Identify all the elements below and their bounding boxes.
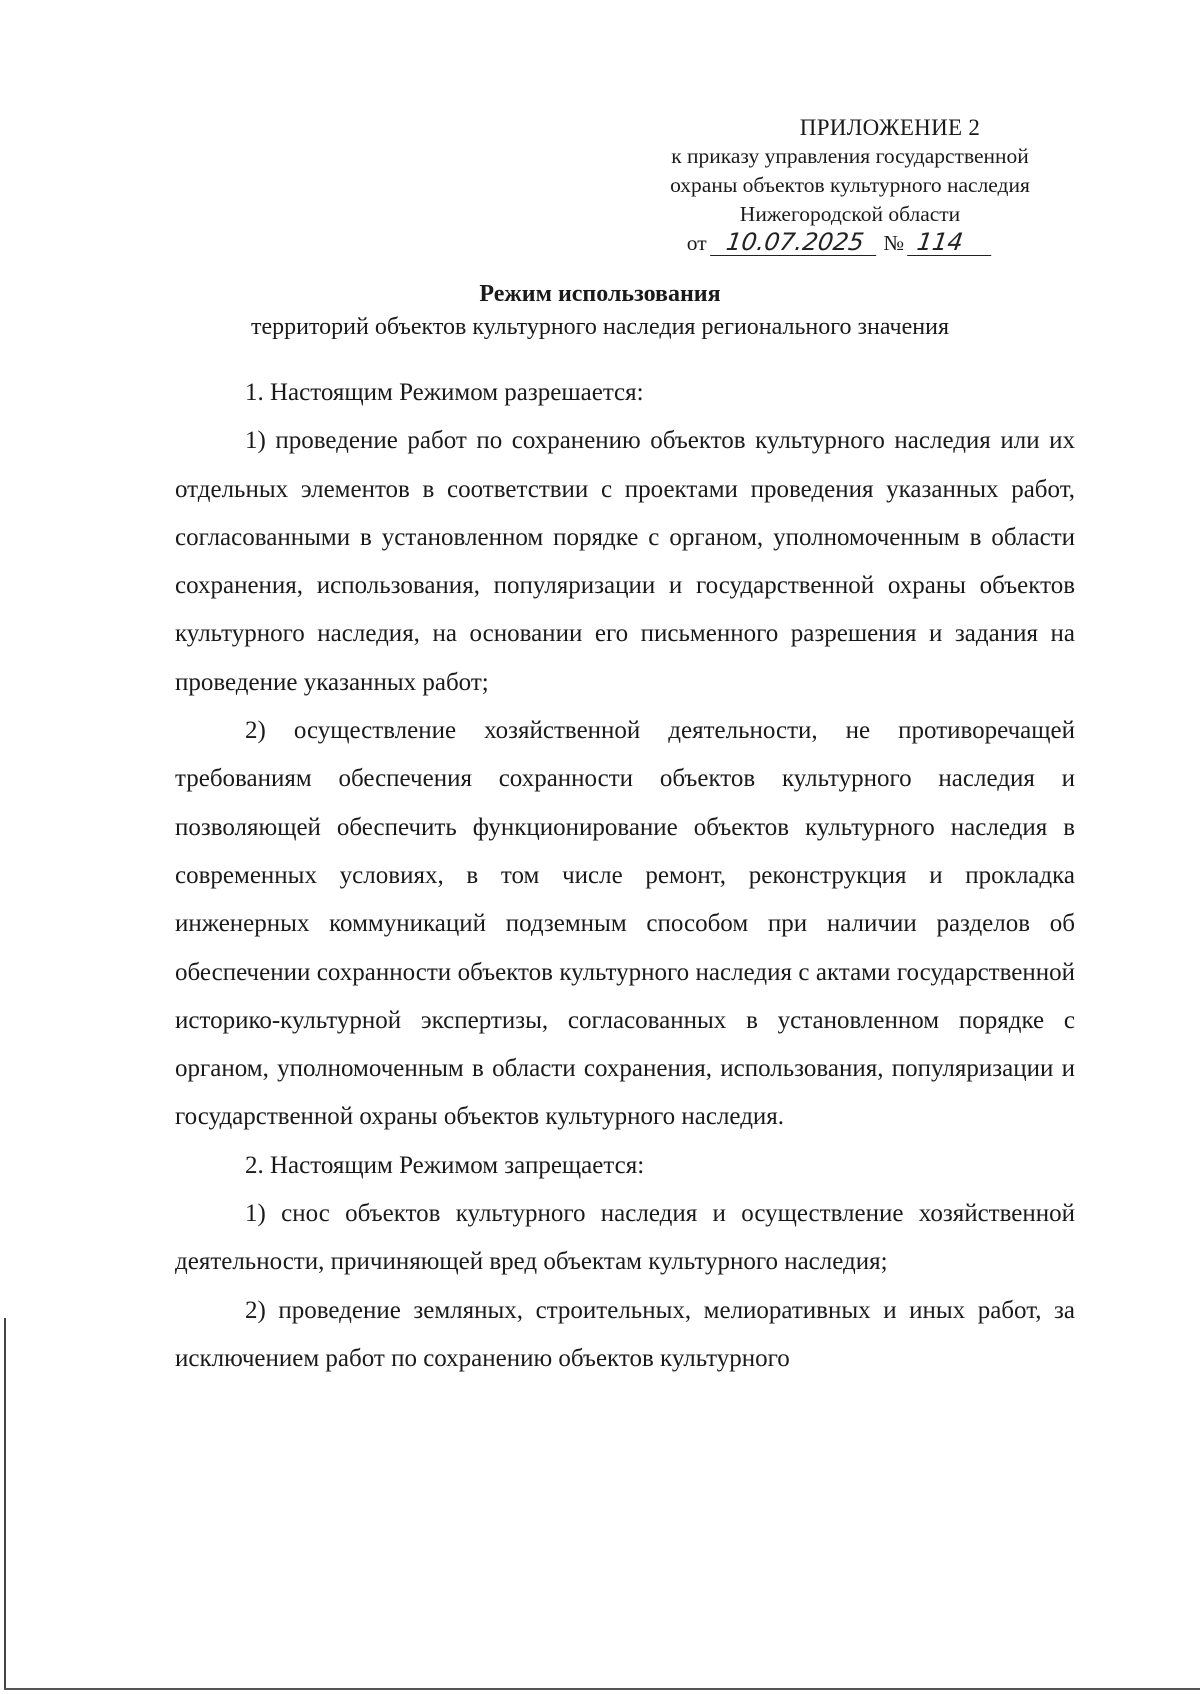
section-2-heading: 2. Настоящим Режимом запрещается: — [245, 1151, 645, 1179]
from-label: от — [686, 231, 707, 255]
order-number: 114 — [907, 229, 995, 256]
section-1-item-2: 2) осуществление хозяйственной деятельности, не противоречащей требованиям обеспечения сохранности объектов культурного наследия и позволяющей обеспечить функционирование объектов культурного наследия в современных условиях, в том числе ремонт, реконструкция и прокладка инженерных коммуникаций подземным способом при наличии разделов об обеспечении сохранности объектов культурного наследия с актами государственной историко-культурной экспертизы, согласованных в установленном порядке с органом, уполномоченным в области сохранения, использования, популяризации и государственной охраны объектов культурного наследия. — [175, 717, 1075, 1131]
section-1-item-1: 1) проведение работ по сохранению объектов культурного наследия или их отдельных элементов в соответствии с проектами проведения указанных работ, согласованными в установленном порядке с органом, уполномоченным в области сохранения, использования, популяризации и государственной охраны объектов культурного наследия, на основании его письменного разрешения и задания на проведение указанных работ; — [175, 427, 1075, 696]
scan-edge-left — [4, 1318, 6, 1690]
appendix-header — [600, 113, 1100, 258]
appendix-line-1: к приказу управления государственной — [671, 144, 1029, 168]
number-label: № — [883, 231, 904, 255]
appendix-line-3: Нижегородской области — [739, 202, 961, 226]
appendix-title: ПРИЛОЖЕНИЕ 2 — [799, 115, 981, 140]
document-subtitle: территорий объектов культурного наследия регионального значения — [251, 314, 949, 340]
scan-edge-bottom — [4, 1688, 1200, 1690]
section-2-item-1: 1) снос объектов культурного наследия и осуществление хозяйственной деятельности, причиняющей вред объектам культурного наследия; — [175, 1200, 1075, 1276]
document-body — [175, 369, 1075, 1383]
document-title: Режим использования — [479, 281, 721, 307]
section-1-heading: 1. Настоящим Режимом разрешается: — [245, 379, 644, 406]
appendix-line-2: охраны объектов культурного наследия — [670, 173, 1030, 197]
registration-line — [687, 229, 994, 258]
document-title-block — [0, 278, 1200, 344]
order-date: 10.07.2025 — [710, 229, 880, 256]
section-2-item-2: 2) проведение земляных, строительных, мелиоративных и иных работ, за исключением работ по сохранению объектов культурного — [175, 1296, 1075, 1372]
